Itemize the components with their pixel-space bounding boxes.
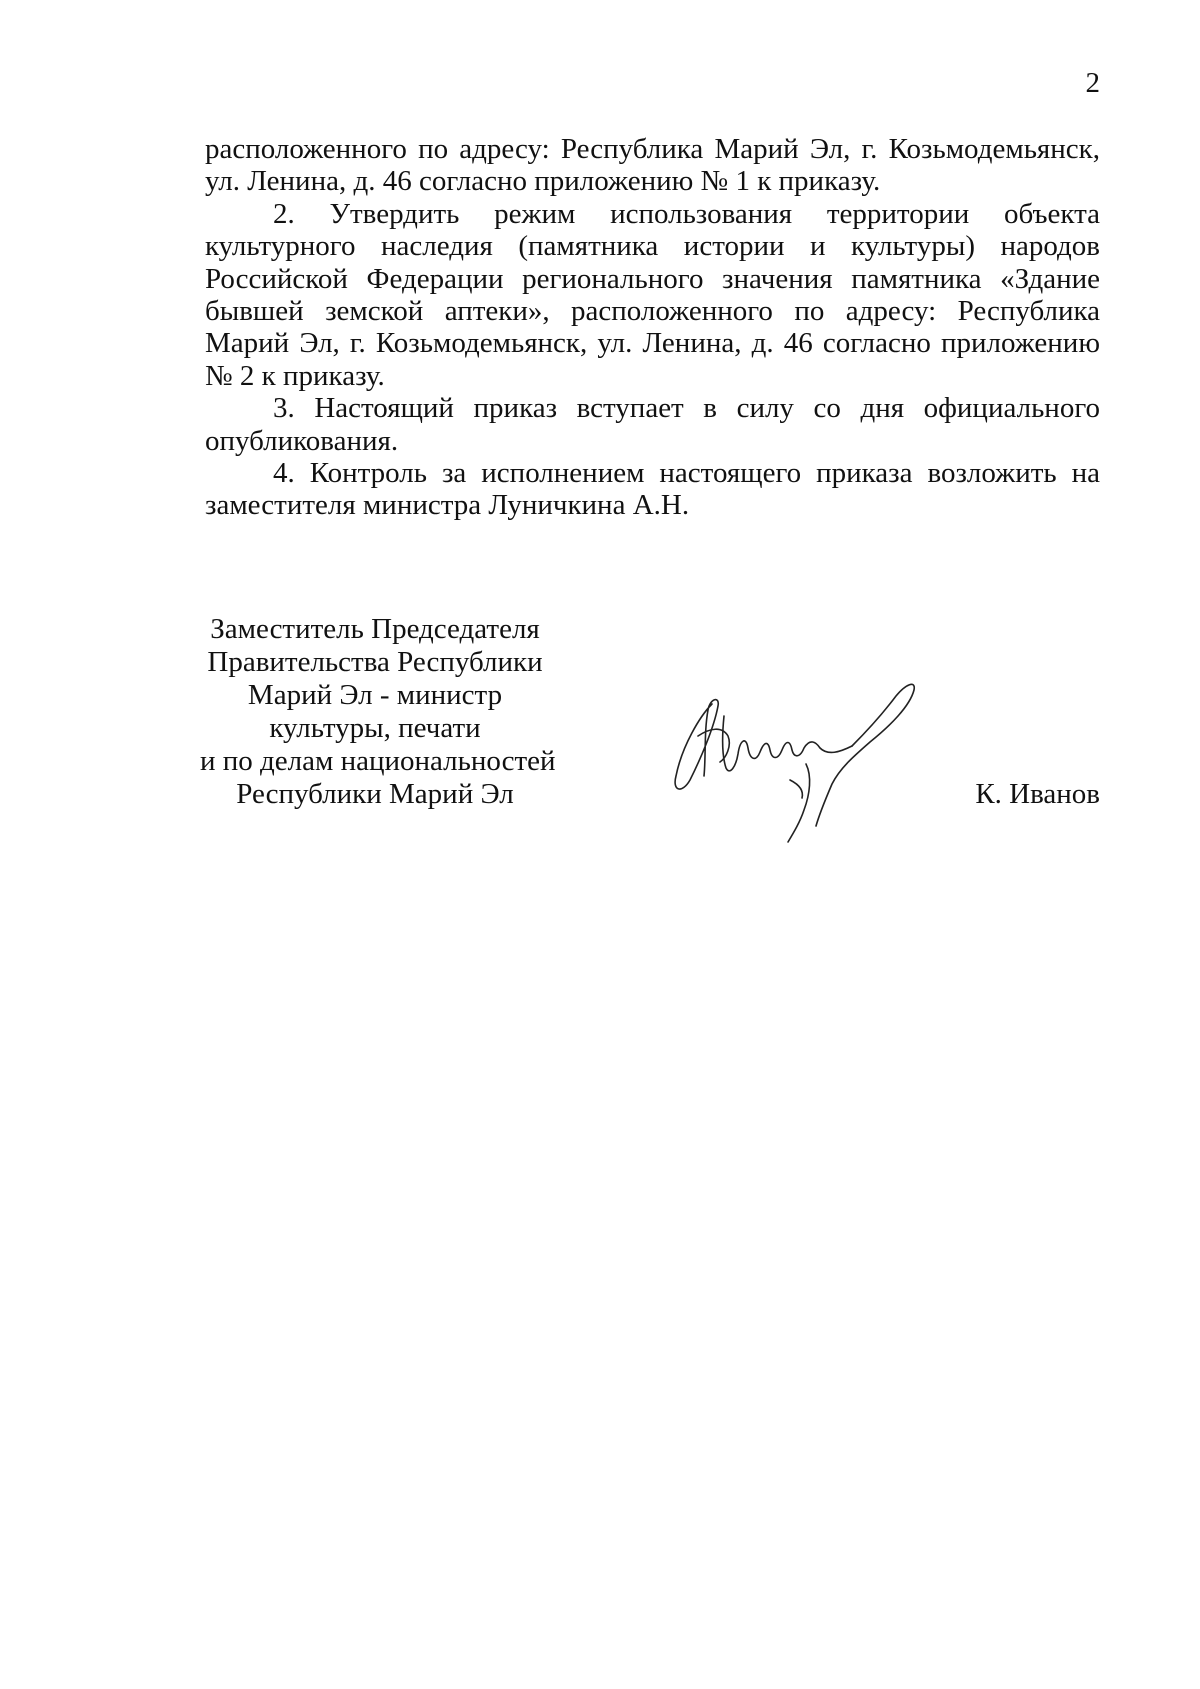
signer-title-line: Марий Эл - министр bbox=[247, 679, 503, 711]
signer-title bbox=[200, 613, 556, 811]
paragraph-item-4: 4. Контроль за исполнением настоящего приказа возложить на заместителя министра Луничкина А.Н. bbox=[205, 457, 1100, 522]
signer-title-line: Правительства Республики bbox=[207, 646, 543, 678]
signer-name: К. Иванов bbox=[975, 778, 1100, 810]
handwritten-signature-icon bbox=[670, 676, 960, 846]
signer-title-line: культуры, печати bbox=[269, 712, 481, 744]
signer-title-line: Республики Марий Эл bbox=[236, 778, 514, 810]
document-body bbox=[205, 133, 1100, 522]
paragraph-continuation: расположенного по адресу: Республика Марий Эл, г. Козьмодемьянск, ул. Ленина, д. 46 согласно приложению № 1 к приказу. bbox=[205, 133, 1100, 198]
page-number: 2 bbox=[1085, 67, 1100, 99]
signer-title-line: и по делам национальностей bbox=[200, 745, 556, 777]
paragraph-item-3: 3. Настоящий приказ вступает в силу со дня официального опубликования. bbox=[205, 392, 1100, 457]
signer-title-line: Заместитель Председателя bbox=[210, 613, 540, 645]
paragraph-item-2: 2. Утвердить режим использования территории объекта культурного наследия (памятника истории и культуры) народов Российской Федерации регионального значения памятника «Здание бывшей земской аптеки», расположенного по адресу: Республика Марий Эл, г. Козьмодемьянск, ул. Ленина, д. 46 согласно приложению № 2 к приказу. bbox=[205, 197, 1100, 392]
